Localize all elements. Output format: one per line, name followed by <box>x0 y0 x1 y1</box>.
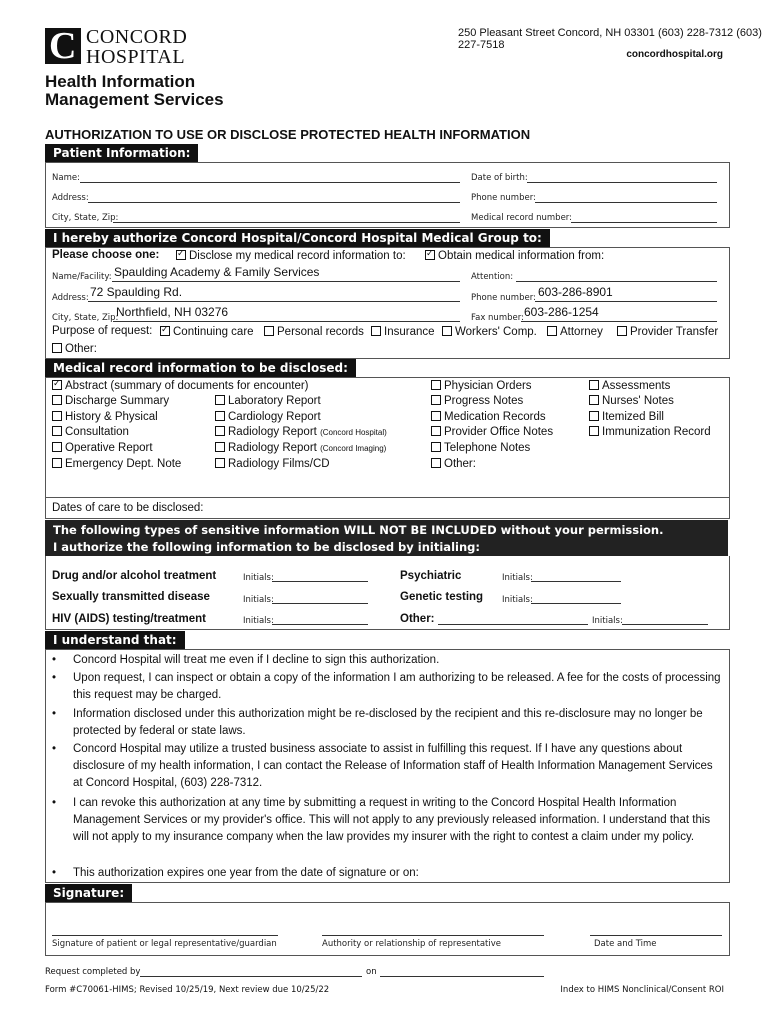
record-immunization-record[interactable] <box>589 425 711 438</box>
record-itemized-bill[interactable] <box>589 410 664 423</box>
patient-mrn-field[interactable] <box>571 222 717 223</box>
purpose-label-0: Continuing care <box>173 326 254 338</box>
record-label: Radiology Report <box>228 426 317 438</box>
initials-std-field[interactable] <box>272 603 368 604</box>
record-checkbox[interactable] <box>52 458 62 468</box>
record-provider-office-notes[interactable] <box>431 425 553 438</box>
record-checkbox[interactable] <box>215 395 225 405</box>
understand-item-6: This authorization expires one year from the date of signature or on: <box>73 867 419 879</box>
date-time-label: Date and Time <box>594 939 657 949</box>
record-checkbox[interactable] <box>52 426 62 436</box>
purpose-label-3: Workers' Comp. <box>455 326 537 338</box>
facility-address-line <box>88 301 460 302</box>
facility-fax-label: Fax number: <box>471 313 524 323</box>
sensitive-line-1: The following types of sensitive information WILL NOT BE INCLUDED without your permission. <box>53 523 664 537</box>
record-checkbox[interactable] <box>431 395 441 405</box>
record-label: Assessments <box>602 380 671 392</box>
initials-label: Initials: <box>243 595 274 605</box>
facility-fax-line <box>521 321 717 322</box>
record-telephone-notes[interactable] <box>431 441 530 454</box>
patient-phone-field[interactable] <box>535 202 717 203</box>
disclose-option[interactable] <box>176 249 406 262</box>
record-checkbox[interactable] <box>431 442 441 452</box>
record-label: Immunization Record <box>602 426 711 438</box>
record-label: Physician Orders <box>444 380 532 392</box>
patient-phone-label: Phone number: <box>471 193 536 203</box>
personal-records-checkbox[interactable] <box>264 326 274 336</box>
facility-csz-value[interactable]: Northfield, NH 03276 <box>116 305 229 319</box>
purpose-insurance[interactable] <box>371 325 435 338</box>
purpose-personal-records[interactable] <box>264 325 364 338</box>
initials-genetic-field[interactable] <box>531 603 621 604</box>
record-checkbox[interactable] <box>589 395 599 405</box>
record-checkbox[interactable] <box>589 426 599 436</box>
provider-transfer-checkbox[interactable] <box>617 326 627 336</box>
record-emergency-note[interactable] <box>52 457 181 470</box>
hospital-website: concordhospital.org <box>626 49 723 60</box>
date-time-field[interactable] <box>590 935 722 936</box>
record-label: Provider Office Notes <box>444 426 554 438</box>
facility-csz-label: City, State, Zip: <box>52 313 119 323</box>
record-label: Telephone Notes <box>444 442 531 454</box>
other-purpose-checkbox[interactable] <box>52 343 62 353</box>
purpose-continuing-care[interactable] <box>160 325 254 338</box>
record-label: Operative Report <box>65 442 153 454</box>
please-choose-label: Please choose one: <box>52 249 160 261</box>
logo-line-2: HOSPITAL <box>86 46 186 68</box>
purpose-label-1: Personal records <box>277 326 364 338</box>
abstract-checkbox[interactable] <box>52 380 62 390</box>
record-label: Itemized Bill <box>602 411 664 423</box>
authority-field[interactable] <box>322 935 544 936</box>
records-divider <box>45 497 730 498</box>
record-radiology-hospital[interactable] <box>215 425 387 438</box>
record-checkbox[interactable] <box>431 411 441 421</box>
record-laboratory-report[interactable] <box>215 394 321 407</box>
purpose-workers-comp[interactable] <box>442 325 537 338</box>
signature-label: Signature of patient or legal representative/guardian <box>52 939 277 949</box>
initials-other-field[interactable] <box>622 624 708 625</box>
facility-phone-line <box>535 301 717 302</box>
authorize-box <box>45 247 730 359</box>
obtain-label: Obtain medical information from: <box>438 250 605 262</box>
record-checkbox[interactable] <box>215 426 225 436</box>
record-physician-orders[interactable] <box>431 379 532 392</box>
record-label: Abstract (summary of documents for encounter) <box>65 380 309 392</box>
understand-item-5: I can revoke this authorization at any time by submitting a request in writing to the Concord Hospital Health Information Management Services or my provider's office. This will not apply to any previously released information. I understand that this will not apply to my insurance company when the law provides my insurer with the right to contest a claim under my policy. <box>73 797 711 843</box>
sensitive-line-2: I authorize the following information to be disclosed by initialing: <box>53 540 480 554</box>
record-cardiology-report[interactable] <box>215 410 321 423</box>
bullet-icon: • <box>52 708 57 720</box>
bullet-icon: • <box>52 672 57 684</box>
purpose-other-label: Other: <box>65 343 97 355</box>
initials-hiv-field[interactable] <box>272 624 368 625</box>
facility-address-label: Address: <box>52 293 89 303</box>
record-consultation[interactable] <box>52 425 129 438</box>
record-label: Radiology Report <box>228 442 317 454</box>
patient-address-field[interactable] <box>88 202 460 203</box>
request-completed-label: Request completed by <box>45 967 141 977</box>
facility-name-value[interactable]: Spaulding Academy & Family Services <box>114 265 320 279</box>
initials-psych-field[interactable] <box>531 581 621 582</box>
record-checkbox[interactable] <box>52 395 62 405</box>
disclose-checkbox[interactable] <box>176 250 186 260</box>
record-label: Laboratory Report <box>228 395 321 407</box>
facility-csz-line <box>113 321 460 322</box>
record-history-physical[interactable] <box>52 410 158 423</box>
continuing-care-checkbox[interactable] <box>160 326 170 336</box>
record-checkbox[interactable] <box>52 411 62 421</box>
record-note: (Concord Imaging) <box>320 444 387 453</box>
purpose-label: Purpose of request: <box>52 325 153 337</box>
on-label: on <box>366 967 377 977</box>
understand-item-1: Concord Hospital will treat me even if I decline to sign this authorization. <box>73 654 440 666</box>
obtain-option[interactable] <box>425 249 604 262</box>
patient-dob-field[interactable] <box>527 182 717 183</box>
purpose-provider-transfer[interactable] <box>617 325 718 338</box>
record-checkbox[interactable] <box>52 442 62 452</box>
record-checkbox[interactable] <box>215 411 225 421</box>
record-checkbox[interactable] <box>431 380 441 390</box>
attention-label: Attention: <box>471 272 514 282</box>
record-label: Consultation <box>65 426 129 438</box>
purpose-label-2: Insurance <box>384 326 435 338</box>
understand-header: I understand that: <box>45 631 185 650</box>
record-label: Cardiology Report <box>228 411 321 423</box>
record-checkbox[interactable] <box>431 458 441 468</box>
facility-phone-label: Phone number: <box>471 293 536 303</box>
hospital-logo-icon <box>45 28 81 64</box>
patient-csz-field[interactable] <box>113 222 460 223</box>
initials-label: Initials: <box>502 595 533 605</box>
initials-drug-field[interactable] <box>272 581 368 582</box>
sensitive-hiv: HIV (AIDS) testing/treatment <box>52 613 206 625</box>
dept-line-2: Management Services <box>45 90 224 109</box>
record-radiology-films[interactable] <box>215 457 330 470</box>
record-checkbox[interactable] <box>589 380 599 390</box>
purpose-attorney[interactable] <box>547 325 603 338</box>
form-number: Form #C70061-HIMS; Revised 10/25/19, Next review due 10/25/22 <box>45 985 330 995</box>
record-label: Emergency Dept. Note <box>65 458 182 470</box>
patient-info-box <box>45 162 730 228</box>
record-label: History & Physical <box>65 411 158 423</box>
patient-name-label: Name: <box>52 173 80 183</box>
sensitive-psychiatric: Psychiatric <box>400 570 462 582</box>
dates-of-care-label[interactable]: Dates of care to be disclosed: <box>52 502 204 514</box>
initials-label: Initials: <box>502 573 533 583</box>
request-completed-field[interactable] <box>140 976 362 977</box>
understand-item-3: Information disclosed under this authorization might be re-disclosed by the recipient and this re-disclosure may no longer be protected by federal or state laws. <box>73 708 703 737</box>
facility-name-line <box>112 281 460 282</box>
hospital-logo-text <box>86 27 187 67</box>
bullet-icon: • <box>52 743 57 755</box>
attention-field[interactable] <box>516 281 717 282</box>
record-label: Radiology Films/CD <box>228 458 330 470</box>
signature-field[interactable] <box>52 935 278 936</box>
patient-name-field[interactable] <box>80 182 460 183</box>
sensitive-other-field[interactable] <box>438 624 588 625</box>
authorize-header: I hereby authorize Concord Hospital/Concord Hospital Medical Group to: <box>45 229 550 248</box>
purpose-other[interactable] <box>52 342 97 355</box>
record-label: Nurses' Notes <box>602 395 674 407</box>
record-checkbox[interactable] <box>215 442 225 452</box>
record-label: Discharge Summary <box>65 395 170 407</box>
record-discharge-summary[interactable] <box>52 394 169 407</box>
sensitive-drug-alcohol: Drug and/or alcohol treatment <box>52 570 217 582</box>
sensitive-std: Sexually transmitted disease <box>52 591 210 603</box>
disclose-label: Disclose my medical record information to: <box>189 250 406 262</box>
record-label: Progress Notes <box>444 395 524 407</box>
understand-item-2: Upon request, I can inspect or obtain a copy of the information I am authorizing to be released. A fee for the costs of processing this request may be charged. <box>73 672 721 701</box>
understand-item-4: Concord Hospital may utilize a trusted business associate to assist in fulfilling this request. If I have any questions about disclosure of my health information, I can contact the Release of Information staff of Health Information Management Services at Concord Hospital, (603) 228-7312. <box>73 743 713 789</box>
facility-address-value[interactable]: 72 Spaulding Rd. <box>90 285 183 299</box>
record-checkbox[interactable] <box>589 411 599 421</box>
sensitive-genetic: Genetic testing <box>400 591 484 603</box>
form-title: AUTHORIZATION TO USE OR DISCLOSE PROTECTED HEALTH INFORMATION <box>45 127 531 142</box>
record-other[interactable] <box>431 457 476 470</box>
initials-label: Initials: <box>243 616 274 626</box>
record-operative-report[interactable] <box>52 441 153 454</box>
hospital-address: 250 Pleasant Street Concord, NH 03301 (603) 228-7312 (603) 227-7518 <box>458 27 762 51</box>
record-progress-notes[interactable] <box>431 394 523 407</box>
request-date-field[interactable] <box>380 976 544 977</box>
sensitive-header <box>45 520 728 556</box>
purpose-label-5: Provider Transfer <box>630 326 719 338</box>
records-header: Medical record information to be disclosed: <box>45 359 356 378</box>
patient-dob-label: Date of birth: <box>471 173 528 183</box>
record-assessments[interactable] <box>589 379 670 392</box>
authority-label: Authority or relationship of representative <box>322 939 502 949</box>
patient-mrn-label: Medical record number: <box>471 213 573 223</box>
bullet-icon: • <box>52 654 57 666</box>
workers-comp-checkbox[interactable] <box>442 326 452 336</box>
signature-header: Signature: <box>45 884 132 903</box>
sensitive-other: Other: <box>400 613 435 625</box>
bullet-icon: • <box>52 867 57 879</box>
department-name <box>45 73 224 109</box>
record-medication-records[interactable] <box>431 410 546 423</box>
purpose-label-4: Attorney <box>560 326 603 338</box>
facility-fax-value[interactable]: 603-286-1254 <box>524 305 599 319</box>
patient-csz-label: City, State, Zip: <box>52 213 119 223</box>
initials-label: Initials: <box>243 573 274 583</box>
attorney-checkbox[interactable] <box>547 326 557 336</box>
obtain-checkbox[interactable] <box>425 250 435 260</box>
bullet-icon: • <box>52 797 57 809</box>
record-label: Other: <box>444 458 476 470</box>
logo-line-1: CONCORD <box>86 26 188 48</box>
patient-address-label: Address: <box>52 193 89 203</box>
insurance-checkbox[interactable] <box>371 326 381 336</box>
record-checkbox[interactable] <box>215 458 225 468</box>
record-nurses-notes[interactable] <box>589 394 674 407</box>
record-checkbox[interactable] <box>431 426 441 436</box>
record-abstract[interactable] <box>52 379 309 392</box>
form-index: Index to HIMS Nonclinical/Consent ROI <box>560 985 724 995</box>
record-note: (Concord Hospital) <box>320 428 387 437</box>
dept-line-1: Health Information <box>45 72 196 91</box>
record-label: Medication Records <box>444 411 546 423</box>
facility-name-label: Name/Facility: <box>52 272 112 282</box>
initials-label: Initials: <box>592 616 623 626</box>
patient-info-header: Patient Information: <box>45 144 198 163</box>
facility-phone-value[interactable]: 603-286-8901 <box>538 285 613 299</box>
record-radiology-imaging[interactable] <box>215 441 386 454</box>
